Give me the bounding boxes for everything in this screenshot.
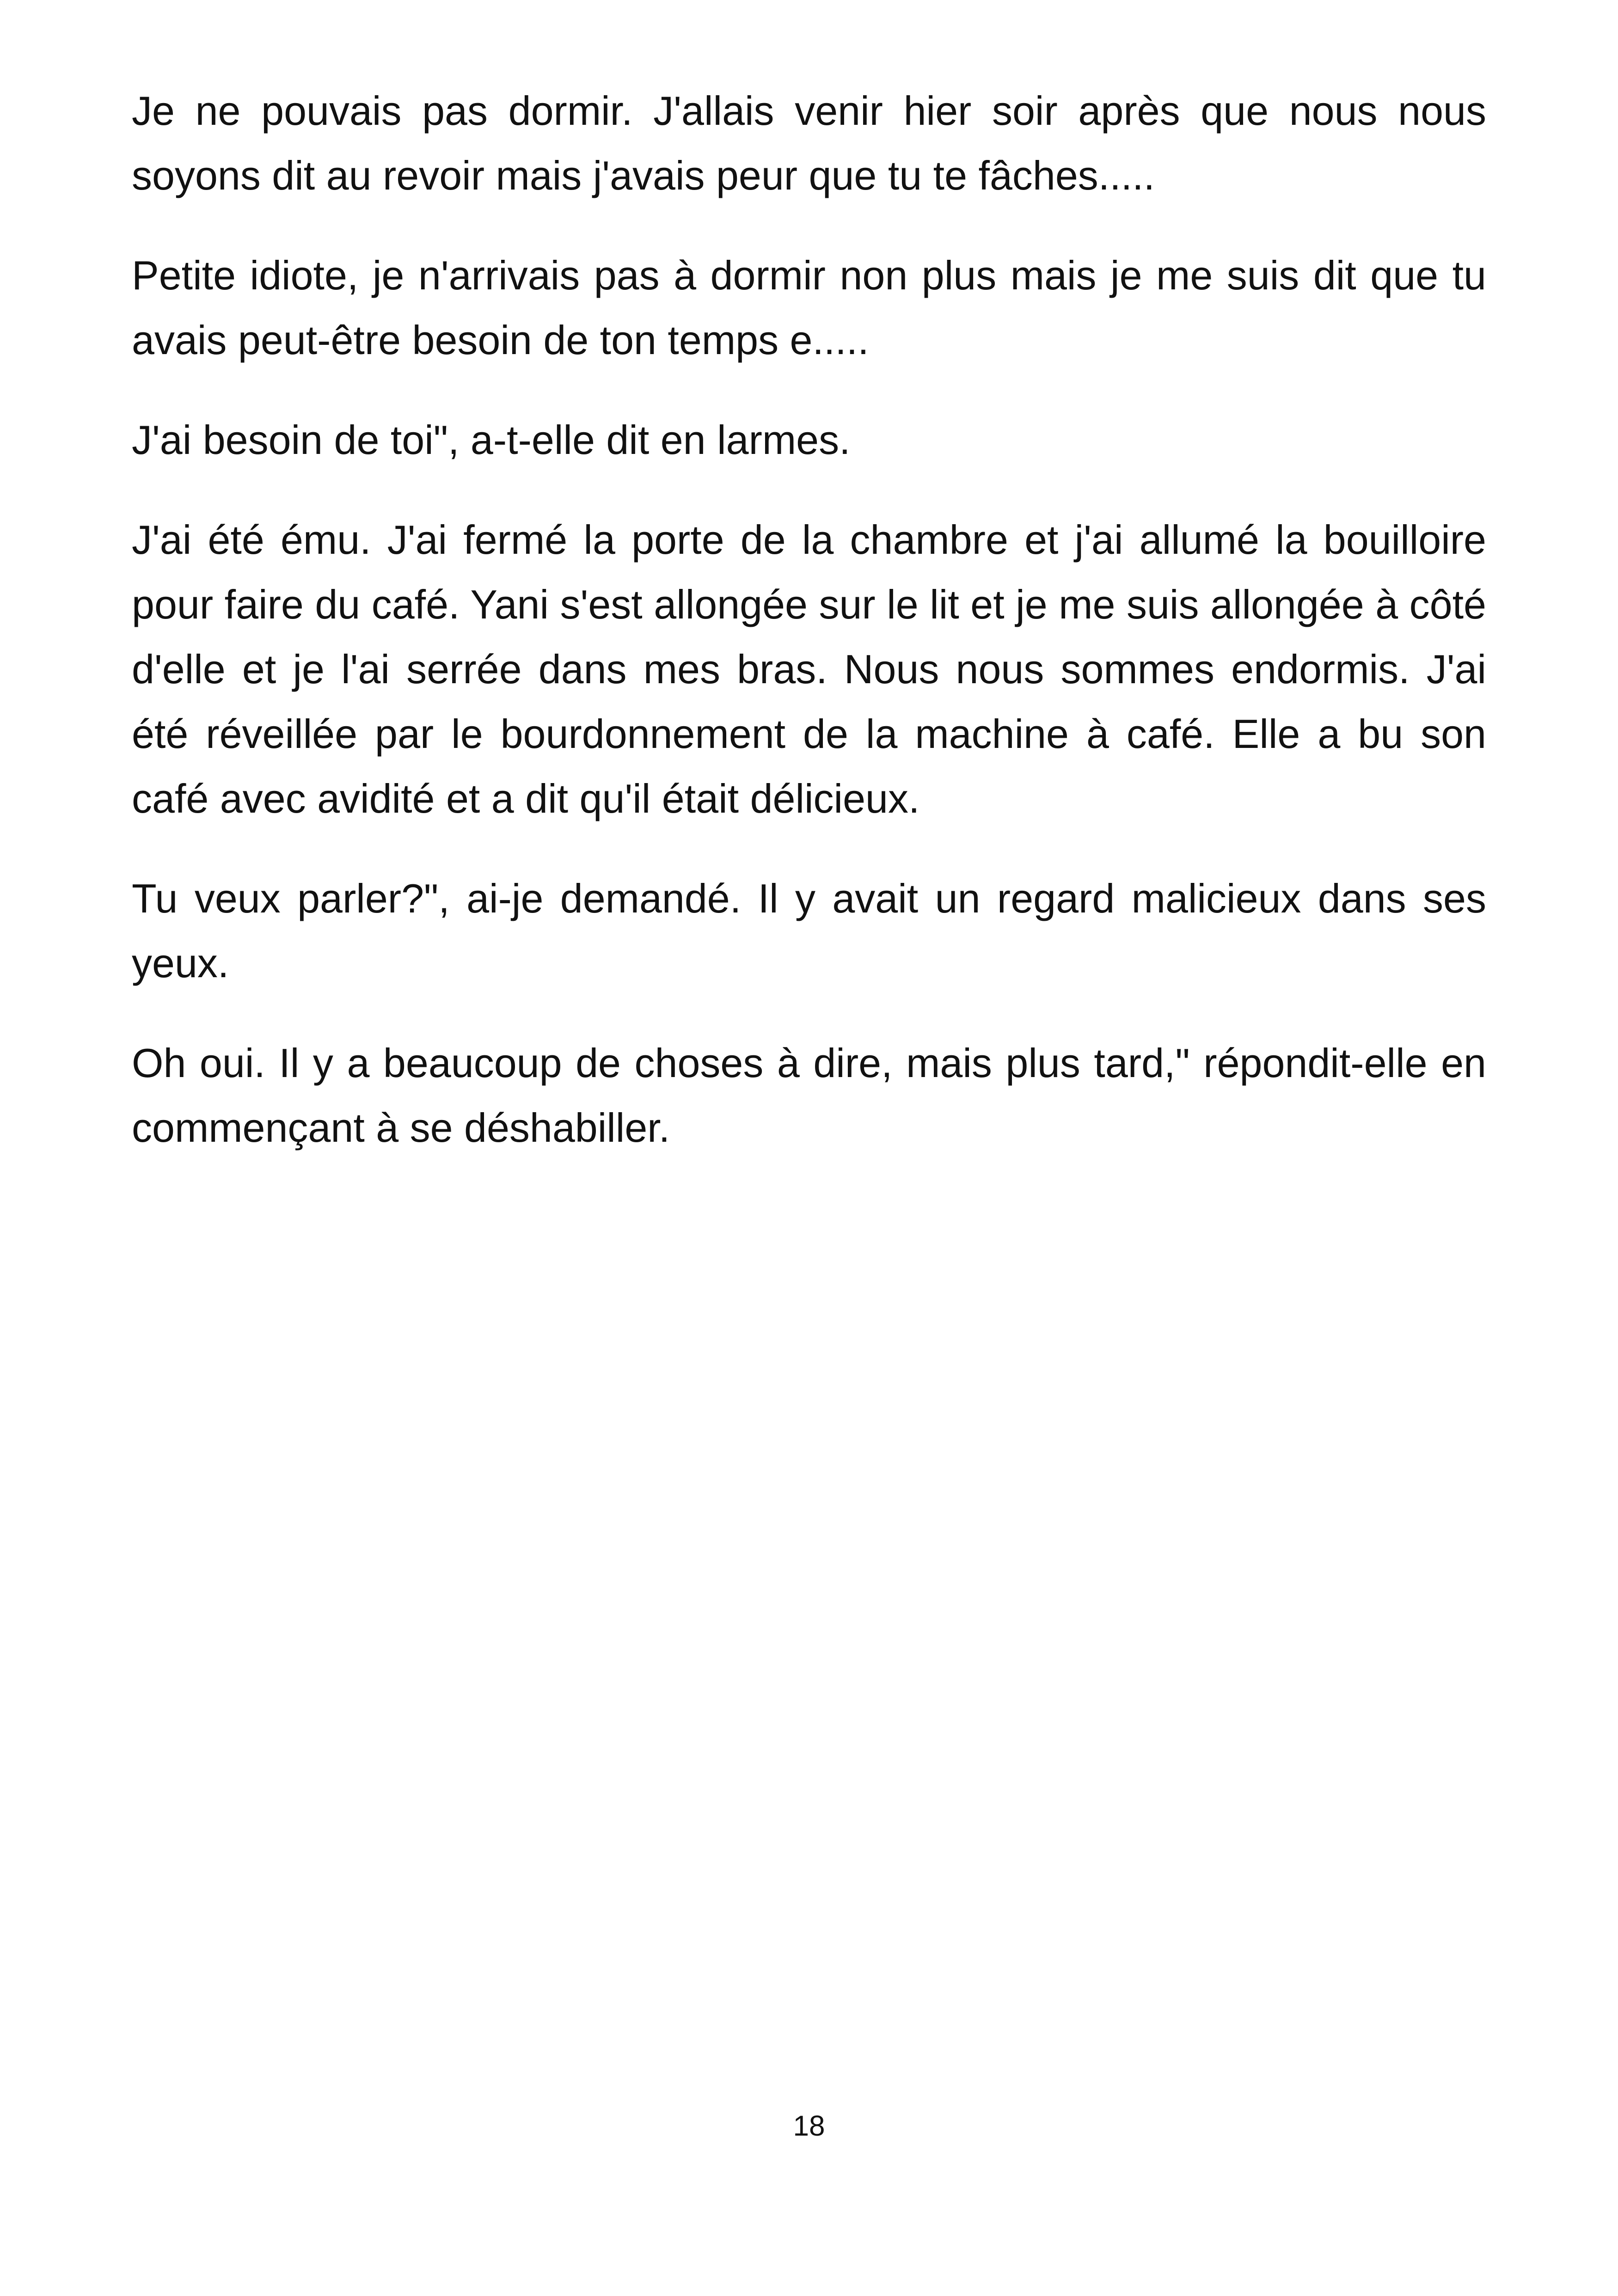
paragraph-5: Tu veux parler?", ai-je demandé. Il y avait un regard malicieux dans ses yeux.	[132, 876, 1486, 986]
paragraph-6: Oh oui. Il y a beaucoup de choses à dire, mais plus tard," répondit-elle en commençant à se déshabiller.	[132, 1040, 1486, 1151]
paragraph-2: Petite idiote, je n'arrivais pas à dormir non plus mais je me suis dit que tu avais peut-être besoin de ton temps e.....	[132, 252, 1486, 363]
page-number: 18	[793, 2110, 825, 2142]
paragraph-4: J'ai été ému. J'ai fermé la porte de la chambre et j'ai allumé la bouilloire pour faire du café. Yani s'est allongée sur le lit et je me suis allongée à côté d'elle et je l'ai serrée dans mes bras. Nous nous sommes endormis. J'ai été réveillée par le bourdonnement de la machine à café. Elle a bu son café avec avidité et a dit qu'il était délicieux.	[132, 517, 1486, 821]
paragraph-1: Je ne pouvais pas dormir. J'allais venir hier soir après que nous nous soyons dit au revoir mais j'avais peur que tu te fâches.....	[132, 88, 1486, 198]
body-text	[132, 79, 1486, 1195]
paragraph-3: J'ai besoin de toi", a-t-elle dit en larmes.	[132, 417, 851, 463]
